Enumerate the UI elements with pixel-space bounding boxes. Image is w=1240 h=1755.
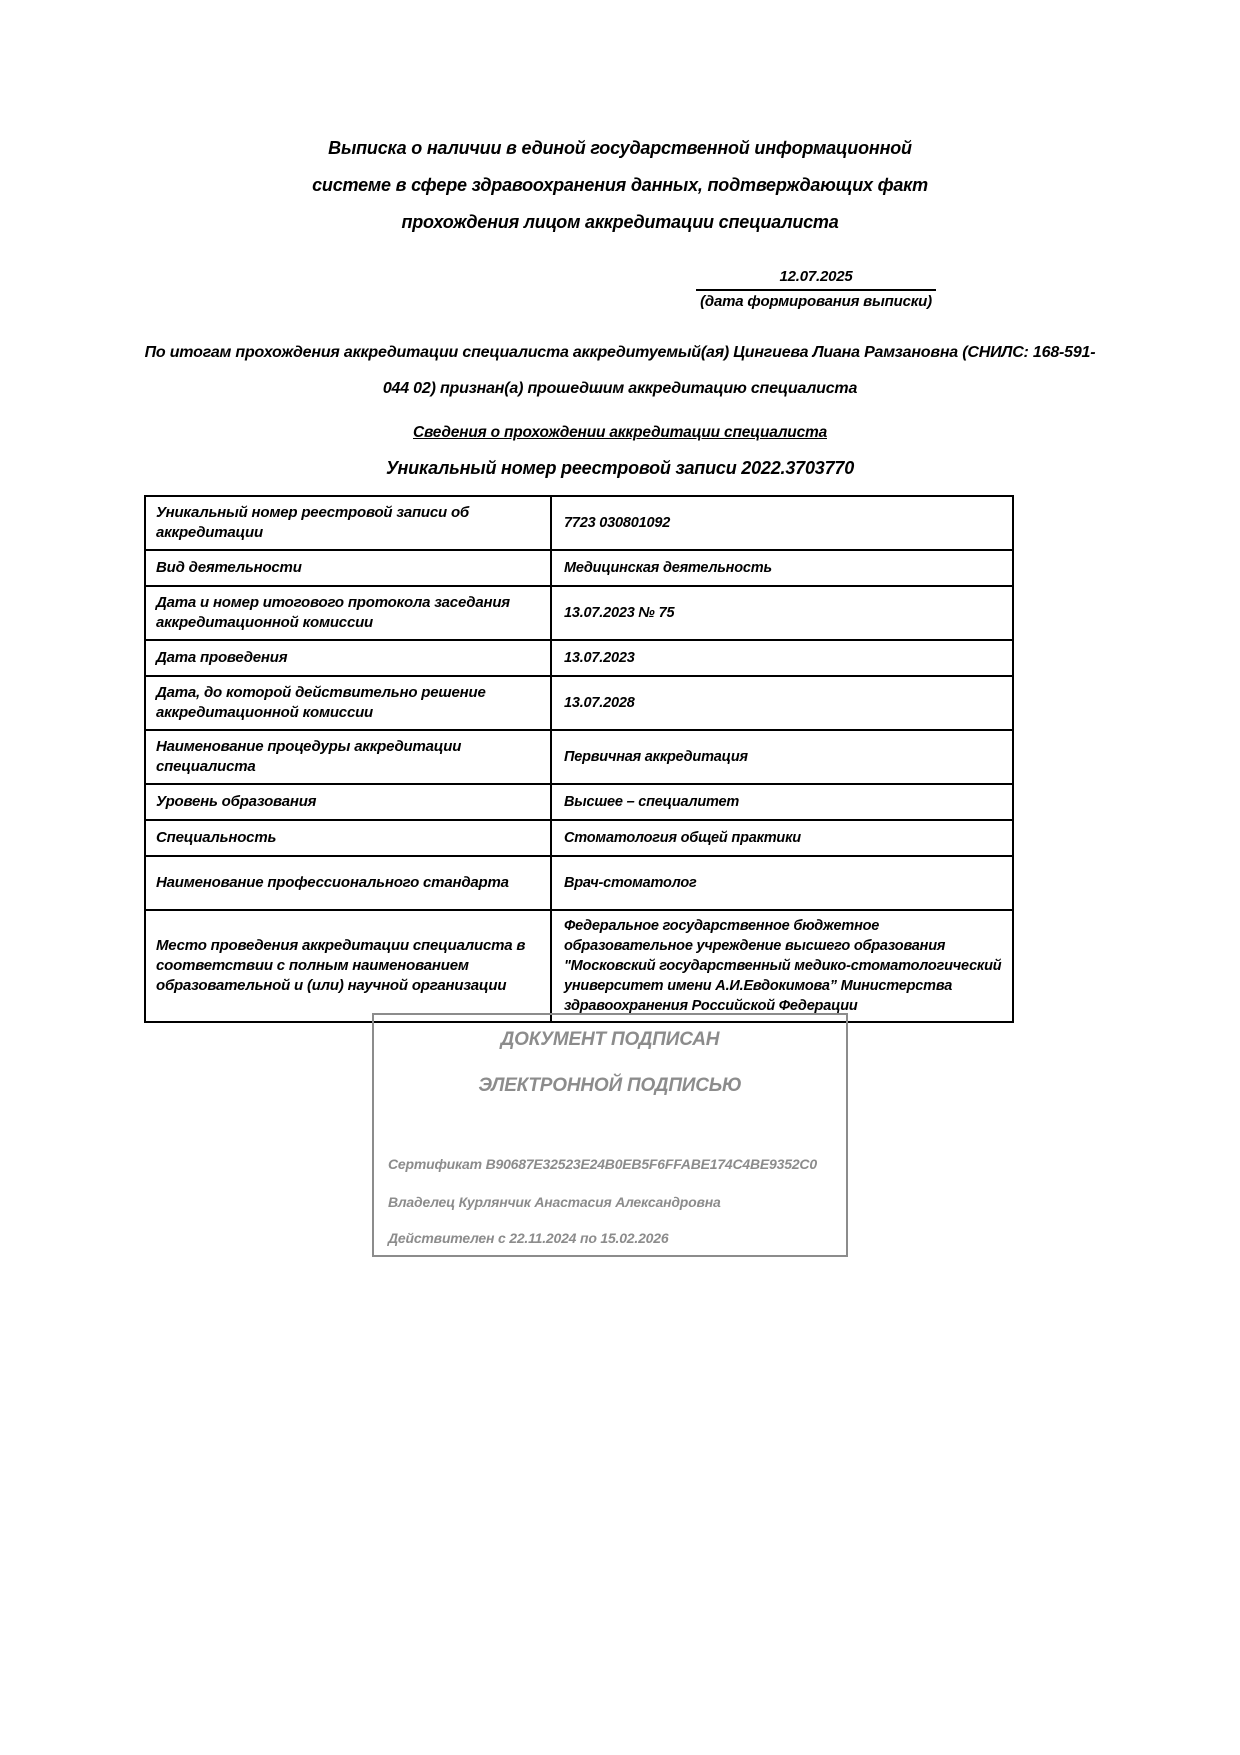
table-row <box>145 820 1013 856</box>
table-row-value: 13.07.2023 № 75 <box>551 586 1013 640</box>
table-row <box>145 910 1013 1022</box>
table-row-value: 13.07.2028 <box>551 676 1013 730</box>
table-row <box>145 550 1013 586</box>
table-row-label: Наименование процедуры аккредитации специалиста <box>145 730 551 784</box>
document-title <box>0 130 1240 241</box>
table-row <box>145 496 1013 550</box>
signature-heading-line1: ДОКУМЕНТ ПОДПИСАН <box>500 1029 720 1050</box>
table-row-value: Медицинская деятельность <box>551 550 1013 586</box>
table-row-label: Дата проведения <box>145 640 551 676</box>
signature-owner: Владелец Курлянчик Анастасия Александровна <box>388 1194 721 1210</box>
table-row <box>145 676 1013 730</box>
table-row-label: Уровень образования <box>145 784 551 820</box>
table-row <box>145 856 1013 910</box>
table-row <box>145 640 1013 676</box>
formation-date: 12.07.2025 <box>696 268 936 291</box>
table-row-label: Дата, до которой действительно решение аккредитационной комиссии <box>145 676 551 730</box>
table-row-label: Уникальный номер реестровой записи об аккредитации <box>145 496 551 550</box>
formation-date-block <box>696 268 936 311</box>
table-row-value: Стоматология общей практики <box>551 820 1013 856</box>
table-row-label: Специальность <box>145 820 551 856</box>
document-title-line: системе в сфере здравоохранения данных, подтверждающих факт <box>312 175 928 195</box>
table-row <box>145 784 1013 820</box>
table-row-label: Дата и номер итогового протокола заседания аккредитационной комиссии <box>145 586 551 640</box>
section-heading: Сведения о прохождении аккредитации специалиста <box>412 424 827 441</box>
table-row <box>145 586 1013 640</box>
table-row-value: 7723 030801092 <box>551 496 1013 550</box>
table-row-value: Федеральное государственное бюджетное образовательное учреждение высшего образования "Московский государственный медико-стоматологический университет имени А.И.Евдокимова” Министерства здравоохранения Российской Федерации <box>551 910 1013 1022</box>
table-row-label: Вид деятельности <box>145 550 551 586</box>
intro-paragraph: По итогам прохождения аккредитации специалиста аккредитуемый(ая) Цингиева Лиана Рамзановна (СНИЛС: 168-591-044 02) признан(а) прошедшим аккредитацию специалиста <box>144 344 1096 397</box>
document-title-line: прохождения лицом аккредитации специалиста <box>401 212 839 232</box>
table-row-value: Высшее – специалитет <box>551 784 1013 820</box>
table-row <box>145 730 1013 784</box>
table-row-value: Врач-стоматолог <box>551 856 1013 910</box>
table-row-value: 13.07.2023 <box>551 640 1013 676</box>
table-row-label: Наименование профессионального стандарта <box>145 856 551 910</box>
table-row-label: Место проведения аккредитации специалиста в соответствии с полным наименованием образовательной и (или) научной организации <box>145 910 551 1022</box>
formation-date-caption: (дата формирования выписки) <box>700 293 932 310</box>
registry-number-heading: Уникальный номер реестровой записи 2022.3703770 <box>385 458 855 478</box>
table-row-value: Первичная аккредитация <box>551 730 1013 784</box>
accreditation-table <box>144 495 1014 1023</box>
electronic-signature-stamp <box>372 1013 848 1257</box>
signature-certificate: Сертификат B90687E32523E24B0EB5F6FFABE174C4BE9352C0 <box>388 1156 817 1172</box>
signature-validity: Действителен с 22.11.2024 по 15.02.2026 <box>388 1230 669 1246</box>
document-title-line: Выписка о наличии в единой государственной информационной <box>328 138 912 158</box>
signature-heading-line2: ЭЛЕКТРОННОЙ ПОДПИСЬЮ <box>478 1075 742 1096</box>
